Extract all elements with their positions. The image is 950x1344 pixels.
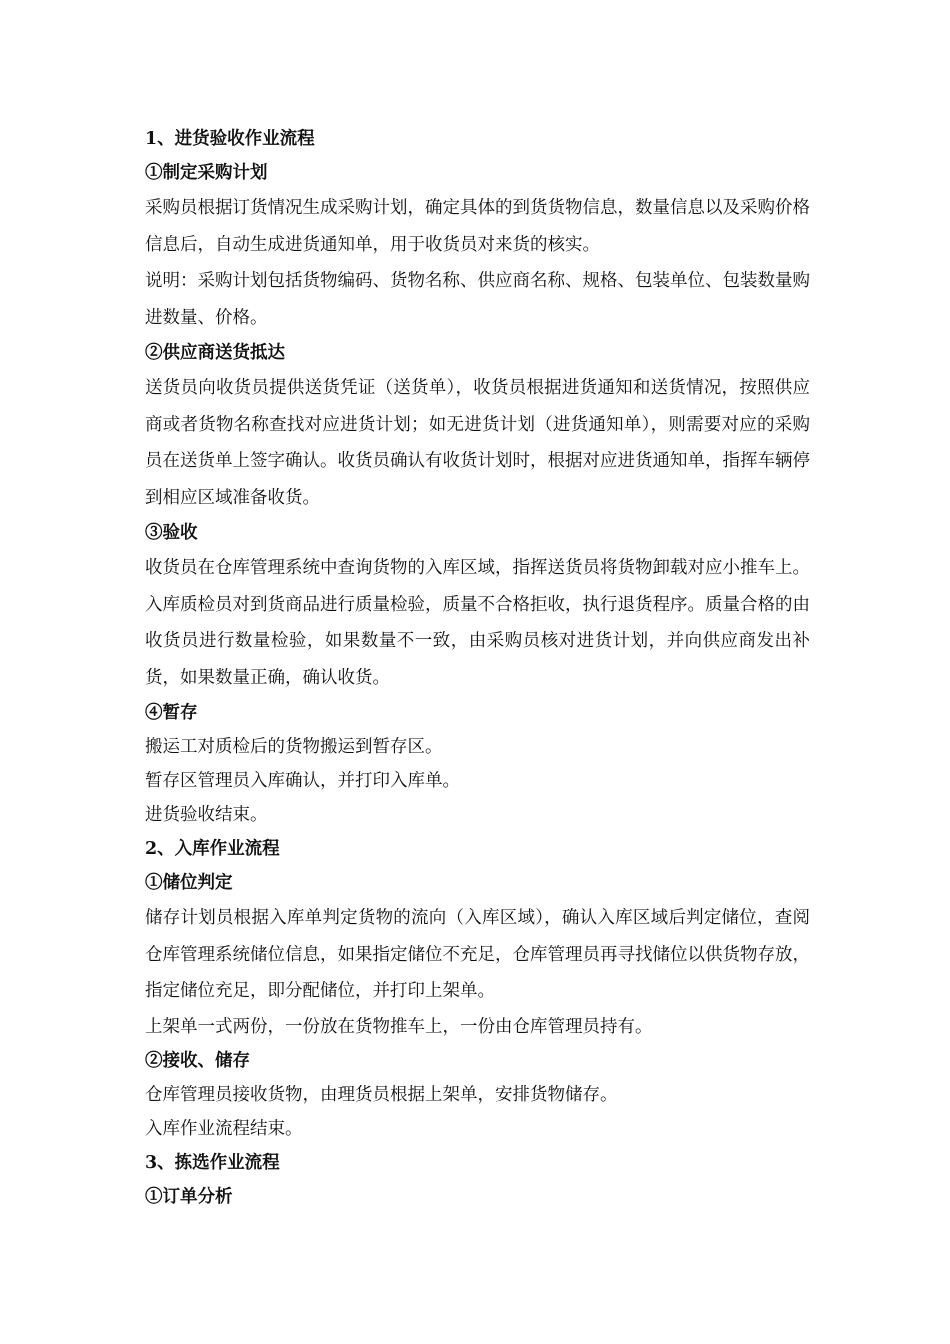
section-1-heading: 1、进货验收作业流程: [145, 129, 315, 149]
paragraph-shelving-slip: 上架单一式两份，一份放在货物推车上，一份由仓库管理员持有。: [145, 1016, 653, 1037]
paragraph-storage-location: 储存计划员根据入库单判定货物的流向（入库区域），确认入库区域后判定储位，查阅仓库管理系统储位信息，如果指定储位不充足，仓库管理员再寻找储位以供货物存放，指定储位充足，即分配储位，并打印上架单。: [145, 908, 810, 1001]
step-heading-order-analysis: ①订单分析: [145, 1186, 233, 1207]
paragraph-inspection: 收货员在仓库管理系统中查询货物的入库区域，指挥送货员将货物卸载对应小推车上。入库质检员对到货商品进行质量检验，质量不合格拒收，执行退货程序。质量合格的由收货员进行数量检验，如果数量不一致，由采购员核对进货计划，并向供应商发出补货，如果数量正确，确认收货。: [145, 558, 810, 688]
paragraph-receive-store-1: 仓库管理员接收货物，由理货员根据上架单，安排货物储存。: [145, 1084, 618, 1105]
paragraph-supplier-delivery: 送货员向收货员提供送货凭证（送货单），收货员根据进货通知和送货情况，按照供应商或者货物名称查找对应进货计划；如无进货计划（进货通知单），则需要对应的采购员在送货单上签字确认。收货员确认有收货计划时，根据对应进货通知单，指挥车辆停到相应区域准备收货。: [145, 378, 810, 508]
paragraph-receive-store-2: 入库作业流程结束。: [145, 1118, 303, 1139]
paragraph-purchase-plan: 采购员根据订货情况生成采购计划，确定具体的到货货物信息，数量信息以及采购价格信息后，自动生成进货通知单，用于收货员对来货的核实。: [145, 198, 810, 255]
step-heading-supplier-delivery: ②供应商送货抵达: [145, 343, 285, 363]
paragraph-temporary-storage-3: 进货验收结束。: [145, 805, 268, 825]
document-page: [145, 122, 810, 1214]
step-heading-inspection: ③验收: [145, 523, 198, 543]
step-heading-storage-location: ①储位判定: [145, 873, 233, 893]
paragraph-purchase-plan-note: 说明：采购计划包括货物编码、货物名称、供应商名称、规格、包装单位、包装数量购进数量、价格。: [145, 271, 810, 328]
section-2-heading: 2、入库作业流程: [145, 839, 280, 859]
step-heading-temporary-storage: ④暂存: [145, 703, 198, 723]
step-heading-purchase-plan: ①制定采购计划: [145, 163, 268, 183]
paragraph-temporary-storage-1: 搬运工对质检后的货物搬运到暂存区。: [145, 737, 443, 757]
step-heading-receive-store: ②接收、储存: [145, 1050, 250, 1071]
paragraph-temporary-storage-2: 暂存区管理员入库确认，并打印入库单。: [145, 771, 460, 791]
section-3-heading: 3、拣选作业流程: [145, 1152, 280, 1173]
